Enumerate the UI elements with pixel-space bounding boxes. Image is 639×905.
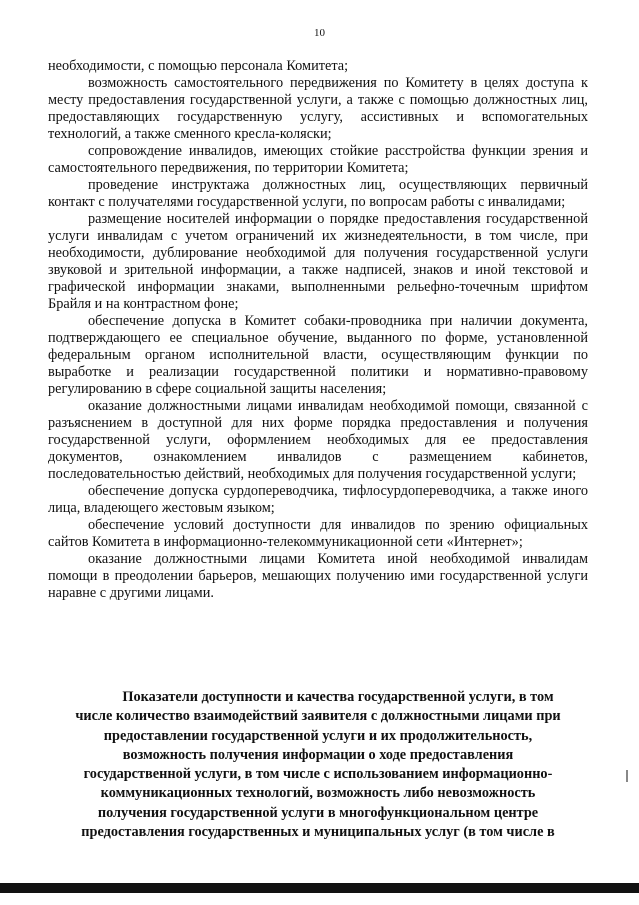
paragraph: обеспечение условий доступности для инвалидов по зрению официальных сайтов Комитета в информационно-телекоммуникационной сети «Интернет»; <box>48 517 588 550</box>
heading-line: государственной услуги, в том числе с использованием информационно- <box>83 766 553 783</box>
paragraph: размещение носителей информации о порядке предоставления государственной услуги инвалидам с учетом ограничений их жизнедеятельности, в том числе, при необходимости, дублирование необходимой для получения государственной услуги звуковой и зрительной информации, а также надписей, знаков и иной текстовой и графической информации знаками, выполненными рельефно-точечным шрифтом Брайля и на контрастном фоне; <box>48 211 588 312</box>
paragraph-continuation: необходимости, с помощью персонала Комитета; <box>48 58 349 74</box>
heading-line: числе количество взаимодействий заявителя с должностными лицами при <box>75 708 561 725</box>
paragraph: возможность самостоятельного передвижения по Комитету в целях доступа к месту предоставления государственной услуги, а также с помощью должностных лиц, предоставляющих государственную услугу, ассистивных и вспомогательных технологий, а также сменного кресла-коляски; <box>48 75 588 142</box>
paragraph: оказание должностными лицами инвалидам необходимой помощи, связанной с разъяснением в доступной для них форме порядка предоставления и получения государственной услуги, оформлением необходимых для ее предоставления документов, ознакомлением инвалидов с размещением кабинетов, последовательностью действий, необходимых для получения государственной услуги; <box>48 398 588 482</box>
section-heading <box>48 688 588 842</box>
paragraph: обеспечение допуска в Комитет собаки-проводника при наличии документа, подтверждающего ее специальное обучение, выданного по форме, установленной федеральным органом исполнительной власти, осуществляющим функции по выработке и реализации государственной политики и нормативно-правовому регулированию в сфере социальной защиты населения; <box>48 313 588 397</box>
scan-artifact-mark <box>626 770 628 782</box>
heading-line: получения государственной услуги в многофункциональном центре <box>97 804 539 821</box>
paragraph: сопровождение инвалидов, имеющих стойкие расстройства функции зрения и самостоятельного передвижения, по территории Комитета; <box>48 143 588 176</box>
heading-line: Показатели доступности и качества государственной услуги, в том <box>122 689 554 705</box>
heading-line: предоставления государственных и муниципальных услуг (в том числе в <box>81 824 555 841</box>
paragraph: обеспечение допуска сурдопереводчика, тифлосурдопереводчика, а также иного лица, владеющего жестовым языком; <box>48 483 588 516</box>
heading-line: возможность получения информации о ходе предоставления <box>122 746 514 763</box>
scan-bottom-bar <box>0 883 639 893</box>
heading-line: предоставлении государственной услуги и их продолжительность, <box>103 727 533 744</box>
paragraph: проведение инструктажа должностных лиц, осуществляющих первичный контакт с получателями государственной услуги, по вопросам работы с инвалидами; <box>48 177 588 210</box>
page-number: 10 <box>314 27 325 39</box>
body-text <box>48 58 588 602</box>
heading-line: коммуникационных технологий, возможность либо невозможность <box>100 785 536 802</box>
paragraph: оказание должностными лицами Комитета иной необходимой инвалидам помощи в преодолении барьеров, мешающих получению ими государственной услуги наравне с другими лицами. <box>48 551 588 601</box>
